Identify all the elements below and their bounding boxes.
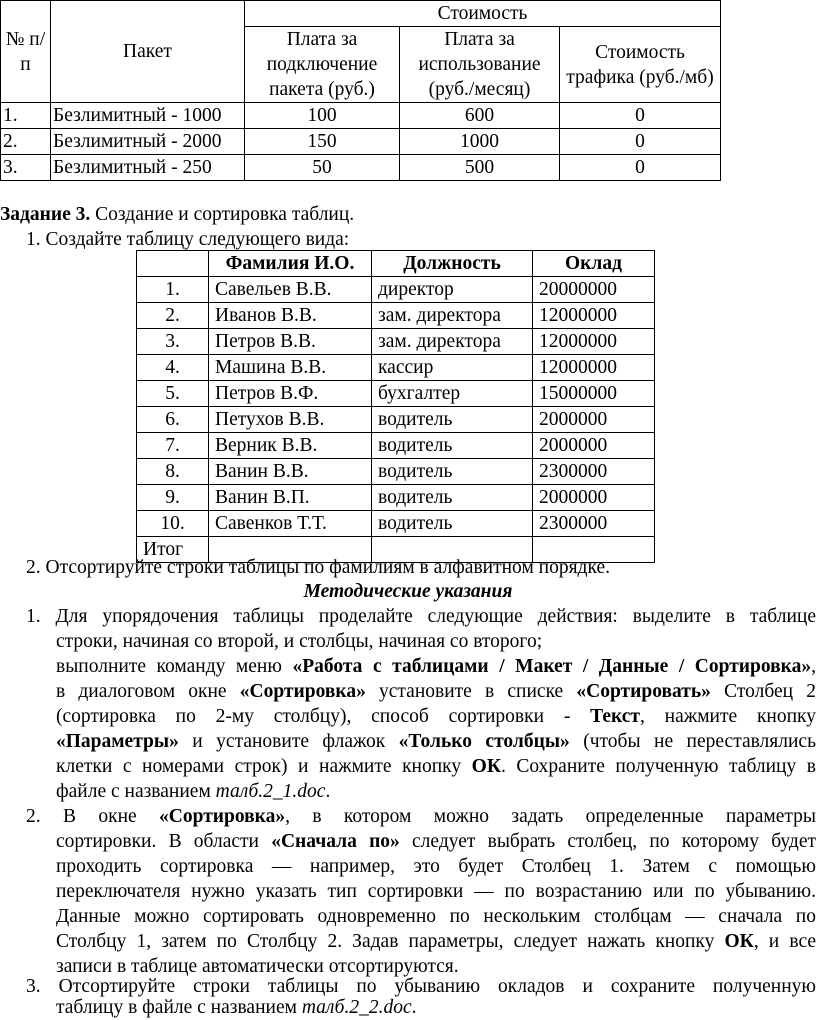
p1-l3-text: выполните команду меню	[56, 656, 293, 677]
p1-l8-text1: файле с названием	[56, 781, 216, 802]
p2-line1	[26, 804, 816, 829]
task3-heading	[0, 202, 354, 227]
cell-name: Машина В.В.	[209, 355, 372, 381]
p3-l2-filename: талб.2_2.doc	[301, 997, 412, 1018]
p2-l6-text1: Столбцу 1, затем по Столбцу 2. Задав параметры, следует нажать кнопку	[56, 931, 725, 952]
staff-table	[136, 250, 655, 563]
p2-l1-text2: , в котором можно задать определенные параметры	[285, 806, 816, 827]
table-row	[1, 129, 721, 155]
p2-line5: Данные можно сортировать одновременно по нескольким столбцам — сначала по	[56, 906, 816, 927]
cell-position: водитель	[372, 433, 533, 459]
cell-position: зам. директора	[372, 303, 533, 329]
p1-l7-ok: ОК	[471, 756, 501, 777]
p1-l5-text2: , нажмите кнопку	[640, 706, 816, 727]
p2-l6-text2: , и все	[753, 931, 816, 952]
staff-header-num	[137, 251, 209, 277]
cell-name: Савенков Т.Т.	[209, 511, 372, 537]
header-cost: Стоимость	[245, 1, 721, 27]
cell-total-label: Итог	[137, 537, 209, 563]
header-num: № п/п	[1, 1, 51, 103]
cell-num: 10.	[137, 511, 209, 537]
p2-line2	[56, 829, 816, 854]
p1-line2: строки, начиная со второй, и столбцы, начиная со второго;	[56, 631, 543, 652]
cell-traffic: 0	[560, 129, 721, 155]
p1-line1: 1. Для упорядочения таблицы проделайте следующие действия: выделите в таблице	[26, 606, 816, 627]
staff-header-name: Фамилия И.О.	[209, 251, 372, 277]
staff-header-row	[137, 251, 655, 277]
cell-name: Иванов В.В.	[209, 303, 372, 329]
cell-name: Савельев В.В.	[209, 277, 372, 303]
table-row	[137, 277, 655, 303]
table-row	[137, 355, 655, 381]
p2-l2-first-by: «Сначала по»	[271, 831, 400, 852]
cell-salary: 2000000	[533, 407, 655, 433]
cell-salary: 2000000	[533, 433, 655, 459]
cell-position: зам. директора	[372, 329, 533, 355]
p2-line4: переключателя нужно указать тип сортировки — по возрастанию или по убыванию.	[56, 881, 816, 902]
method-heading: Методические указания	[303, 581, 513, 602]
cell-usage: 1000	[400, 129, 560, 155]
cell-num: 1.	[137, 277, 209, 303]
cell-position: водитель	[372, 407, 533, 433]
p1-l3-end: ,	[811, 656, 816, 677]
table-row	[137, 485, 655, 511]
p2-l1-text1: 2. В окне	[26, 806, 160, 827]
task3-title: Создание и сортировка таблиц.	[90, 204, 355, 225]
p1-line7	[56, 754, 816, 779]
table-row	[137, 329, 655, 355]
p1-menu-command: «Работа с таблицами / Макет / Данные / Сортировка»	[292, 656, 812, 677]
p1-line4	[56, 679, 816, 704]
p1-l6-columns-only: «Только столбцы»	[398, 731, 570, 752]
p1-l7-text1: клетки с номерами строк) и нажмите кнопку	[56, 756, 472, 777]
p1-line3	[56, 654, 816, 679]
table-row	[137, 407, 655, 433]
header-package: Пакет	[51, 1, 245, 103]
cell-num: 8.	[137, 459, 209, 485]
table-row	[137, 511, 655, 537]
header-usage-fee: Плата за использование (руб./месяц)	[400, 27, 560, 103]
header-connection-fee: Плата за подключение пакета (руб.)	[245, 27, 400, 103]
p3-line1: 3. Отсортируйте строки таблицы по убыванию окладов и сохраните полученную	[26, 976, 816, 997]
cell-num: 9.	[137, 485, 209, 511]
p2-l6-ok: ОК	[724, 931, 754, 952]
p1-line8	[56, 779, 330, 804]
cell-num: 1.	[1, 103, 51, 129]
staff-header-position: Должность	[372, 251, 533, 277]
cell-num: 5.	[137, 381, 209, 407]
task3-step1: 1. Создайте таблицу следующего вида:	[26, 229, 350, 250]
cell-name: Ванин В.В.	[209, 459, 372, 485]
p1-l4-sort-dialog: «Сортировка»	[239, 681, 366, 702]
cell-name: Петухов В.В.	[209, 407, 372, 433]
cell-position: водитель	[372, 485, 533, 511]
cell-traffic: 0	[560, 103, 721, 129]
p1-l6-text1: и установите флажок	[178, 731, 399, 752]
cell-position: водитель	[372, 459, 533, 485]
table-row	[137, 459, 655, 485]
task3-step2: 2. Отсортируйте строки таблицы по фамилиям в алфавитном порядке.	[26, 557, 611, 578]
cell-salary: 12000000	[533, 303, 655, 329]
table-row	[1, 155, 721, 181]
p1-l5-text-mode: Текст	[590, 706, 640, 727]
table-row	[1, 103, 721, 129]
p1-l8-end: .	[325, 781, 331, 802]
p3-l2-text1: таблицу в файле с названием	[56, 997, 302, 1018]
cell-num: 6.	[137, 407, 209, 433]
cell-name: Петров В.Ф.	[209, 381, 372, 407]
p2-l1-sort-dialog: «Сортировка»	[159, 806, 286, 827]
cell-package: Безлимитный - 250	[51, 155, 245, 181]
cell-position: бухгалтер	[372, 381, 533, 407]
cell-package: Безлимитный - 2000	[51, 129, 245, 155]
cell-salary: 15000000	[533, 381, 655, 407]
p1-l4-text2: установите в списке	[365, 681, 577, 702]
header-traffic-cost: Стоимость трафика (руб./мб)	[560, 27, 721, 103]
cell-fee: 150	[245, 129, 400, 155]
cell-salary: 2300000	[533, 459, 655, 485]
p1-line5	[56, 704, 816, 729]
staff-header-salary: Оклад	[533, 251, 655, 277]
table-row	[137, 381, 655, 407]
cell-position: кассир	[372, 355, 533, 381]
cell-num: 3.	[1, 155, 51, 181]
cell-num: 2.	[137, 303, 209, 329]
table-row	[137, 303, 655, 329]
table-row	[137, 433, 655, 459]
tariff-table	[0, 0, 721, 181]
cell-position: водитель	[372, 511, 533, 537]
cell-salary: 2300000	[533, 511, 655, 537]
cell-name: Верник В.В.	[209, 433, 372, 459]
p2-line3: проходить сортировка — например, это будет Столбец 1. Затем с помощью	[56, 856, 816, 877]
cell-salary: 12000000	[533, 355, 655, 381]
p1-l4-text1: в диалоговом окне	[56, 681, 240, 702]
cell-name: Петров В.В.	[209, 329, 372, 355]
p1-l7-text2: . Сохраните полученную таблицу в	[500, 756, 816, 777]
p2-line7: записи в таблице автоматически отсортируются.	[56, 956, 459, 977]
p2-l2-text1: сортировки. В области	[56, 831, 272, 852]
cell-name: Ванин В.П.	[209, 485, 372, 511]
cell-traffic: 0	[560, 155, 721, 181]
cell-usage: 600	[400, 103, 560, 129]
p2-l2-text2: следует выбрать столбец, по которому будет	[399, 831, 816, 852]
p2-line6	[56, 929, 816, 954]
cell-salary: 20000000	[533, 277, 655, 303]
cell-num: 2.	[1, 129, 51, 155]
p1-l6-params: «Параметры»	[56, 731, 179, 752]
cell-num: 7.	[137, 433, 209, 459]
p3-l2-end: .	[411, 997, 417, 1018]
p3-line2	[56, 995, 416, 1020]
task3-label: Задание 3.	[0, 204, 91, 225]
cell-salary: 12000000	[533, 329, 655, 355]
cell-position: директор	[372, 277, 533, 303]
p1-line6	[56, 729, 816, 754]
p1-l8-filename: талб.2_1.doc	[215, 781, 326, 802]
cell-num: 4.	[137, 355, 209, 381]
cell-usage: 500	[400, 155, 560, 181]
cell-package: Безлимитный - 1000	[51, 103, 245, 129]
cell-fee: 50	[245, 155, 400, 181]
cell-salary: 2000000	[533, 485, 655, 511]
cell-num: 3.	[137, 329, 209, 355]
p1-l4-text3: Столбец 2	[710, 681, 816, 702]
p1-l4-sort-list: «Сортировать»	[576, 681, 711, 702]
p1-l6-text2: (чтобы не переставлялись	[569, 731, 816, 752]
p1-l5-text1: (сортировка по 2-му столбцу), способ сортировки -	[56, 706, 591, 727]
cell-fee: 100	[245, 103, 400, 129]
